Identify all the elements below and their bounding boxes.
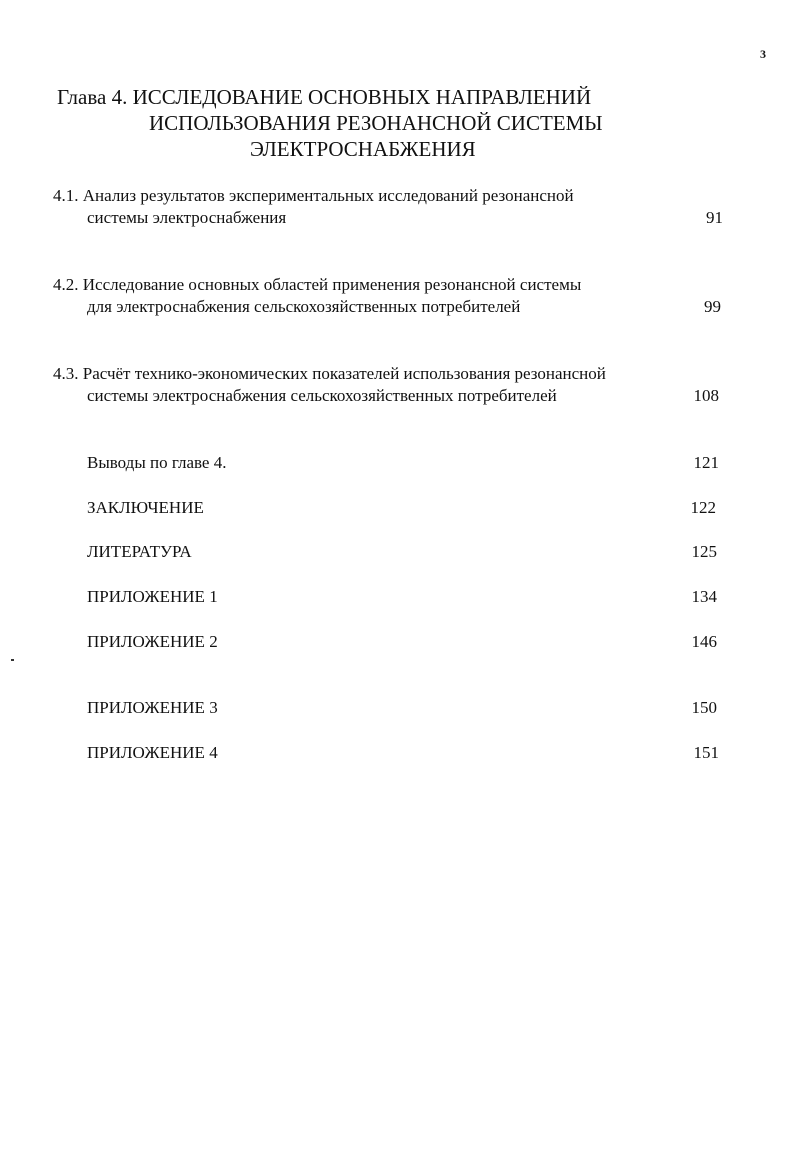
toc-item-page: 150 [691, 698, 717, 717]
toc-item-label: ПРИЛОЖЕНИЕ 4 [87, 743, 218, 762]
toc-item-label: Выводы по главе 4. [87, 453, 227, 472]
toc-entry-4-2[interactable] [53, 274, 725, 320]
toc-entry-title-line-2: системы электроснабжения сельскохозяйственных потребителей [87, 386, 557, 405]
toc-item-prilozhenie-4[interactable] [87, 742, 719, 764]
toc-entry-4-1[interactable] [53, 185, 725, 231]
toc-item-page: 121 [693, 453, 719, 472]
stray-mark [11, 659, 14, 661]
toc-entry-title-line-1: 4.1. Анализ результатов экспериментальных исследований резонансной [53, 186, 574, 205]
toc-item-prilozhenie-1[interactable] [87, 586, 719, 608]
toc-entry-title-line-1: 4.3. Расчёт технико-экономических показателей использования резонансной [53, 364, 606, 383]
chapter-heading-line-1: Глава 4. ИССЛЕДОВАНИЕ ОСНОВНЫХ НАПРАВЛЕНИЙ [57, 85, 592, 109]
toc-entry-page: 99 [704, 297, 721, 316]
toc-item-label: ЗАКЛЮЧЕНИЕ [87, 498, 204, 517]
toc-entry-title-line-1: 4.2. Исследование основных областей применения резонансной системы [53, 275, 582, 294]
toc-item-label: ПРИЛОЖЕНИЕ 3 [87, 698, 218, 717]
toc-item-page: 134 [691, 587, 717, 606]
toc-item-page: 122 [690, 498, 716, 517]
toc-item-literatura[interactable] [87, 541, 719, 563]
toc-item-page: 125 [691, 542, 717, 561]
toc-entry-4-3[interactable] [53, 363, 725, 409]
toc-entry-page: 108 [693, 386, 719, 405]
toc-item-label: ЛИТЕРАТУРА [87, 542, 192, 561]
toc-item-page: 151 [693, 743, 719, 762]
toc-item-prilozhenie-3[interactable] [87, 697, 719, 719]
toc-entry-title-line-2: системы электроснабжения [87, 208, 287, 227]
toc-item-prilozhenie-2[interactable] [87, 631, 719, 653]
chapter-heading-line-2: ИСПОЛЬЗОВАНИЯ РЕЗОНАНСНОЙ СИСТЕМЫ [149, 111, 603, 135]
toc-entry-page: 91 [706, 208, 723, 227]
toc-item-page: 146 [691, 632, 717, 651]
toc-item-label: ПРИЛОЖЕНИЕ 1 [87, 587, 218, 606]
page-number: 3 [760, 47, 766, 61]
toc-item-label: ПРИЛОЖЕНИЕ 2 [87, 632, 218, 651]
toc-entry-title-line-2: для электроснабжения сельскохозяйственных потребителей [87, 297, 521, 316]
toc-item-conclusions[interactable] [87, 452, 719, 474]
chapter-heading-line-3: ЭЛЕКТРОСНАБЖЕНИЯ [250, 137, 476, 161]
toc-item-zaklyuchenie[interactable] [87, 497, 719, 519]
